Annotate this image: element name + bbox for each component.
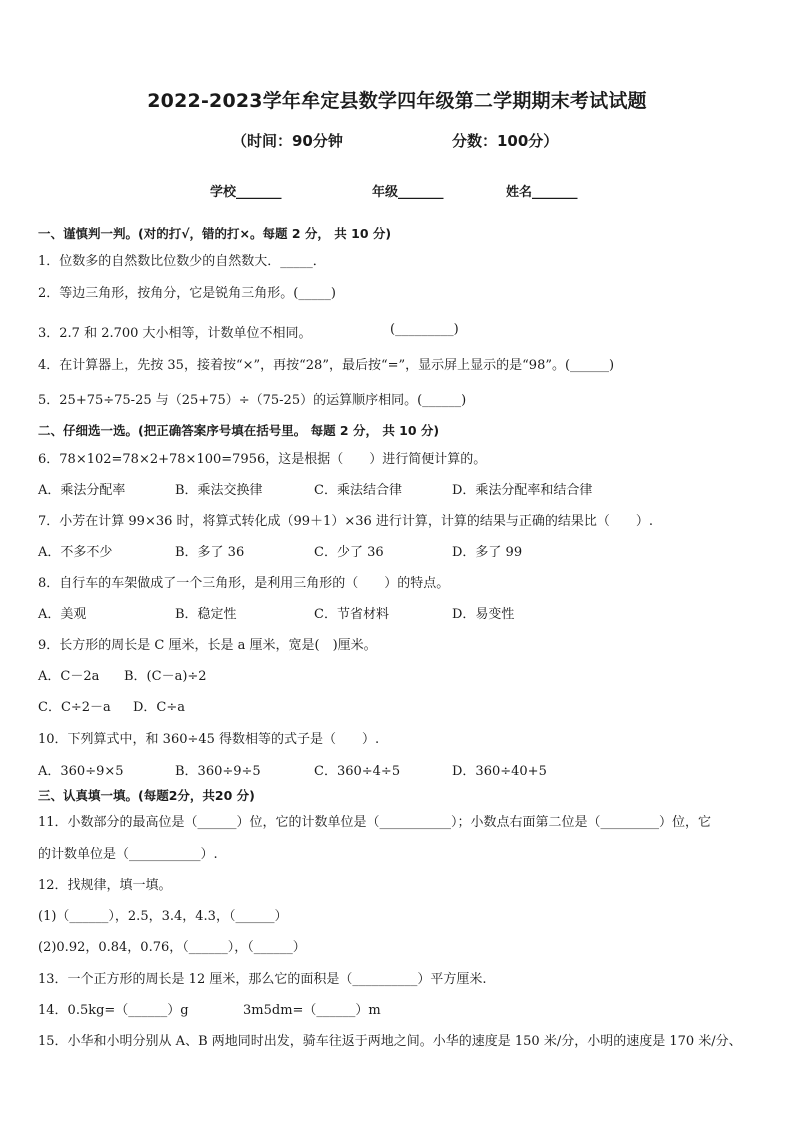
question-12-part-2: (2)0.92，0.84，0.76，（______），（______） [38, 940, 306, 955]
question-10-option-b: B．360÷9÷5 [175, 764, 261, 779]
question-9-option-a: A．C－2a [38, 669, 100, 684]
school-field: 学校_______ [210, 185, 282, 200]
question-12-part-1: (1)（______），2.5，3.4，4.3，（______） [38, 909, 288, 924]
section-3-heading: 三、认真填一填。(每题2分，共20 分) [38, 788, 255, 803]
question-14: 14．0.5kg=（______）g [38, 1003, 189, 1018]
question-9-option-b: B．(C－a)÷2 [124, 669, 207, 684]
question-6-option-d: D．乘法分配率和结合律 [452, 483, 593, 498]
question-8-option-b: B．稳定性 [175, 607, 237, 622]
time-limit: （时间：90分钟 [232, 132, 343, 150]
question-6-option-b: B．乘法交换律 [175, 483, 263, 498]
question-3-blank: (_________) [390, 322, 459, 337]
question-9-option-d: D．C÷a [133, 700, 186, 715]
name-field: 姓名_______ [506, 185, 578, 200]
question-9: 9．长方形的周长是 C 厘米，长是 a 厘米，宽是( )厘米。 [38, 638, 377, 653]
question-6-option-c: C．乘法结合律 [314, 483, 402, 498]
question-8: 8．自行车的车架做成了一个三角形，是利用三角形的（ ）的特点。 [38, 576, 450, 591]
exam-title: 2022-2023学年牟定县数学四年级第二学期期末考试试题 [147, 90, 647, 112]
question-7-option-b: B．多了 36 [175, 545, 245, 560]
question-8-option-c: C．节省材料 [314, 607, 389, 622]
question-9-option-c: C．C÷2－a [38, 700, 111, 715]
question-8-option-a: A．美观 [38, 607, 87, 622]
question-7-option-d: D．多了 99 [452, 545, 523, 560]
question-11-continued: 的计数单位是（___________）. [38, 847, 218, 862]
question-10-option-d: D．360÷40+5 [452, 764, 547, 779]
question-12: 12．找规律，填一填。 [38, 878, 172, 893]
total-score: 分数：100分） [452, 132, 559, 150]
question-7: 7．小芳在计算 99×36 时，将算式转化成（99＋1）×36 进行计算，计算的结果与正确的结果比（ ）. [38, 514, 654, 529]
question-6-option-a: A．乘法分配率 [38, 483, 126, 498]
question-4: 4．在计算器上，先按 35，接着按“×”，再按“28”，最后按“=”，显示屏上显示的是“98”。(______) [38, 358, 615, 373]
question-6: 6．78×102=78×2+78×100=7956，这是根据（ ）进行简便计算的。 [38, 452, 487, 467]
question-5: 5．25+75÷75-25 与（25+75）÷（75-25）的运算顺序相同。(______) [38, 393, 467, 408]
question-10-option-a: A．360÷9×5 [38, 764, 124, 779]
question-7-option-a: A．不多不少 [38, 545, 113, 560]
question-14-second-part: 3m5dm=（______）m [243, 1003, 381, 1018]
section-2-heading: 二、仔细选一选。(把正确答案序号填在括号里。 每题 2 分， 共 10 分) [38, 423, 440, 438]
question-3: 3．2.7 和 2.700 大小相等，计数单位不相同。 [38, 326, 312, 341]
question-10: 10．下列算式中，和 360÷45 得数相等的式子是（ ）. [38, 732, 380, 747]
section-1-heading: 一、谨慎判一判。(对的打√，错的打×。每题 2 分， 共 10 分) [38, 226, 392, 241]
question-2: 2．等边三角形，按角分，它是锐角三角形。(_____) [38, 286, 336, 301]
question-8-option-d: D．易变性 [452, 607, 515, 622]
question-15: 15．小华和小明分别从 A、B 两地同时出发，骑车往返于两地之间。小华的速度是 150 米/分，小明的速度是 170 米/分、 [38, 1034, 742, 1049]
grade-field: 年级_______ [372, 185, 444, 200]
question-10-option-c: C．360÷4÷5 [314, 764, 401, 779]
question-7-option-c: C．少了 36 [314, 545, 384, 560]
question-11: 11．小数部分的最高位是（______）位，它的计数单位是（___________）；小数点右面第二位是（_________）位，它 [38, 815, 712, 830]
question-13: 13．一个正方形的周长是 12 厘米，那么它的面积是（__________）平方厘米. [38, 972, 487, 987]
question-1: 1．位数多的自然数比位数少的自然数大．_____． [38, 254, 326, 269]
